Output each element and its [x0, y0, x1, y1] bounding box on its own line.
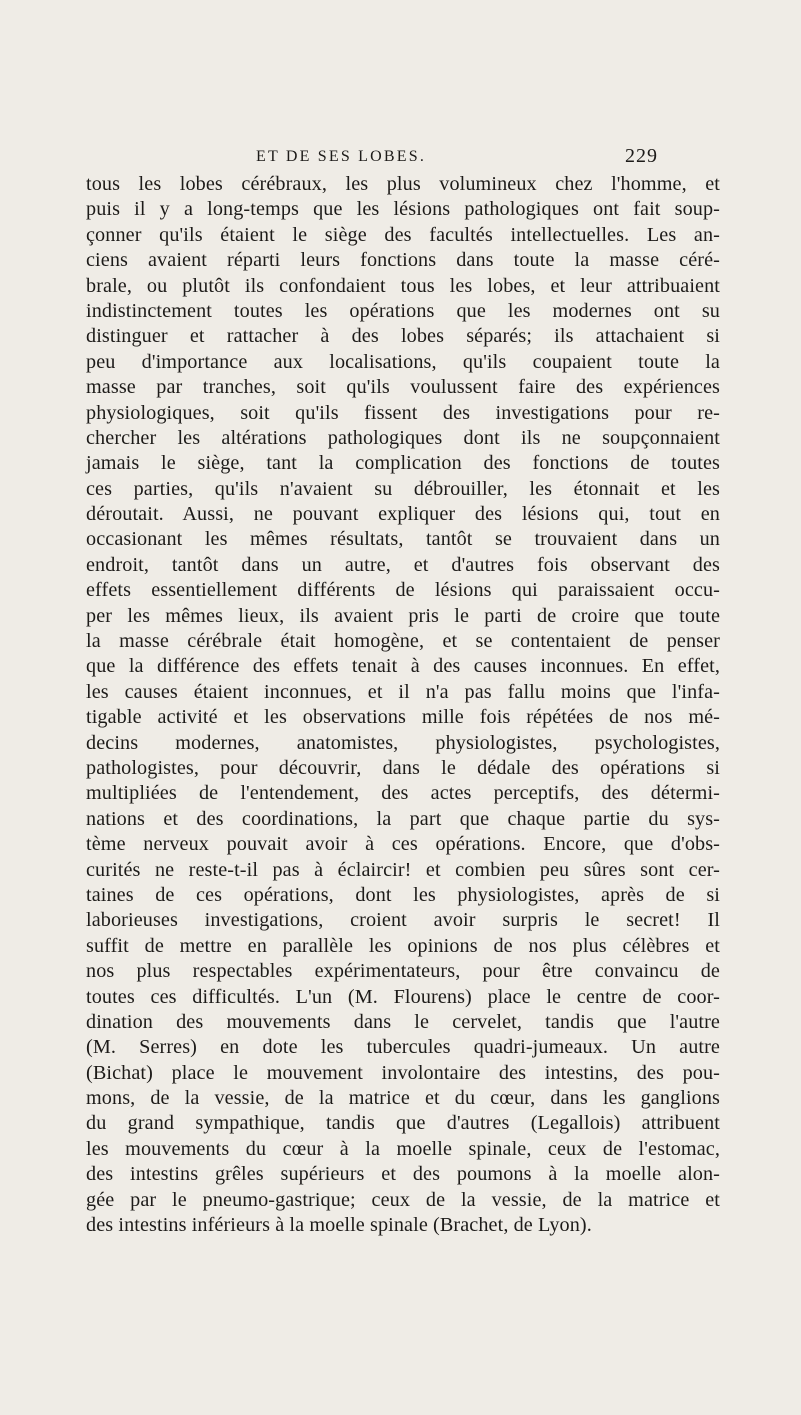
running-title: ET DE SES LOBES.: [256, 148, 427, 165]
text-line: toutes ces difficultés. L'un (M. Flourens) place le centre de coor-: [86, 985, 720, 1008]
text-line: tous les lobes cérébraux, les plus volumineux chez l'homme, et: [86, 173, 720, 195]
text-line: occasionant les mêmes résultats, tantôt se trouvaient dans un: [86, 528, 720, 551]
text-line: suffit de mettre en parallèle les opinions de nos plus célèbres et: [86, 934, 720, 957]
text-line: tigable activité et les observations mille fois répétées de nos mé-: [86, 706, 720, 729]
text-line: physiologiques, soit qu'ils fissent des investigations pour re-: [86, 401, 720, 424]
body-text: [86, 172, 720, 1238]
text-line: déroutait. Aussi, ne pouvant expliquer des lésions qui, tout en: [86, 503, 720, 526]
text-line: taines de ces opérations, dont les physiologistes, après de si: [86, 883, 720, 906]
text-line: masse par tranches, soit qu'ils voulussent faire des expériences: [86, 376, 720, 399]
text-line: decins modernes, anatomistes, physiologistes, psychologistes,: [86, 731, 720, 754]
text-line: brale, ou plutôt ils confondaient tous les lobes, et leur attribuaient: [86, 274, 720, 297]
text-line: çonner qu'ils étaient le siège des facultés intellectuelles. Les an-: [86, 223, 720, 246]
text-line: jamais le siège, tant la complication des fonctions de toutes: [86, 452, 720, 475]
text-line: tème nerveux pouvait avoir à ces opérations. Encore, que d'obs-: [86, 833, 720, 856]
text-line: du grand sympathique, tandis que d'autres (Legallois) attribuent: [86, 1112, 720, 1135]
text-line: dination des mouvements dans le cervelet, tandis que l'autre: [86, 1010, 720, 1033]
text-line: (Bichat) place le mouvement involontaire des intestins, des pou-: [86, 1061, 720, 1084]
text-line: les mouvements du cœur à la moelle spinale, ceux de l'estomac,: [86, 1137, 720, 1160]
text-line: nos plus respectables expérimentateurs, pour être convaincu de: [86, 960, 720, 983]
text-line: mons, de la vessie, de la matrice et du cœur, dans les ganglions: [86, 1087, 720, 1110]
text-line: des intestins grêles supérieurs et des poumons à la moelle alon-: [86, 1163, 720, 1186]
text-line: la masse cérébrale était homogène, et se contentaient de penser: [86, 630, 720, 653]
text-line: ces parties, qu'ils n'avaient su débrouiller, les étonnait et les: [86, 477, 720, 500]
text-line: indistinctement toutes les opérations que les modernes ont su: [86, 299, 720, 322]
text-line: per les mêmes lieux, ils avaient pris le parti de croire que toute: [86, 604, 720, 627]
text-line: nations et des coordinations, la part que chaque partie du sys-: [86, 807, 720, 830]
text-line: des intestins inférieurs à la moelle spinale (Brachet, de Lyon).: [86, 1214, 592, 1237]
text-line: (M. Serres) en dote les tubercules quadri-jumeaux. Un autre: [86, 1036, 720, 1059]
text-line: multipliées de l'entendement, des actes perceptifs, des détermi-: [86, 782, 720, 805]
text-line: curités ne reste-t-il pas à éclaircir! et combien peu sûres sont cer-: [86, 858, 720, 881]
text-line: chercher les altérations pathologiques dont ils ne soupçonnaient: [86, 426, 720, 449]
running-head: [238, 145, 658, 173]
text-line: peu d'importance aux localisations, qu'ils coupaient toute la: [86, 350, 720, 373]
text-line: endroit, tantôt dans un autre, et d'autres fois observant des: [86, 553, 720, 576]
text-line: laborieuses investigations, croient avoir surpris le secret! Il: [86, 909, 720, 932]
text-line: pathologistes, pour découvrir, dans le dédale des opérations si: [86, 756, 720, 779]
text-line: ciens avaient réparti leurs fonctions dans toute la masse céré-: [86, 249, 720, 272]
page-number: 229: [625, 145, 658, 167]
text-line: gée par le pneumo-gastrique; ceux de la vessie, de la matrice et: [86, 1188, 720, 1211]
text-line: effets essentiellement différents de lésions qui paraissaient occu-: [86, 579, 720, 602]
text-line: que la différence des effets tenait à des causes inconnues. En effet,: [86, 655, 720, 678]
text-line: puis il y a long-temps que les lésions pathologiques ont fait soup-: [86, 198, 720, 221]
text-line: les causes étaient inconnues, et il n'a pas fallu moins que l'infa-: [86, 680, 720, 703]
text-line: distinguer et rattacher à des lobes séparés; ils attachaient si: [86, 325, 720, 348]
